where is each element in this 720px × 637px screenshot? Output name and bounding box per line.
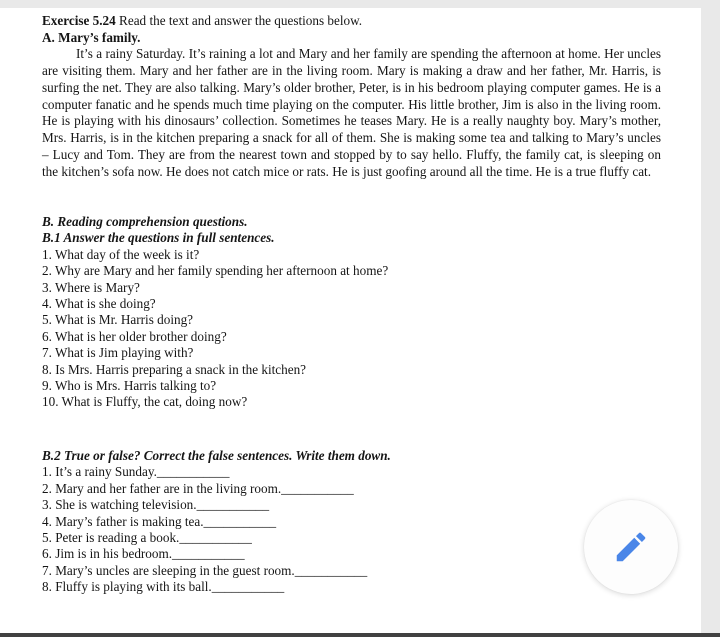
question-line: 10. What is Fluffy, the cat, doing now?: [42, 394, 248, 410]
statement-line: 2. Mary and her father are in the living room.___________: [42, 480, 354, 496]
right-gutter: [701, 0, 720, 637]
question-line: 7. What is Jim playing with?: [42, 345, 194, 361]
section-b2-title: B.2 True or false? Correct the false sentences. Write them down.: [42, 447, 391, 463]
statement-line: 5. Peter is reading a book.___________: [42, 530, 252, 546]
question-line: 5. What is Mr. Harris doing?: [42, 312, 194, 328]
section-a-title: A. Mary’s family.: [42, 29, 141, 45]
exercise-header: [42, 13, 661, 30]
statement-line: 4. Mary’s father is making tea.___________: [42, 513, 277, 529]
question-line: 3. Where is Mary?: [42, 279, 140, 295]
statement-line: 6. Jim is in his bedroom.___________: [42, 546, 245, 562]
statement-line: 8. Fluffy is playing with its ball.___________: [42, 579, 285, 595]
exercise-number: Exercise 5.24: [42, 13, 116, 28]
question-line: 8. Is Mrs. Harris preparing a snack in the kitchen?: [42, 361, 307, 377]
exercise-instruction: Read the text and answer the questions below.: [115, 13, 363, 28]
section-b1-title: B.1 Answer the questions in full sentences.: [42, 230, 275, 246]
question-line: 1. What day of the week is it?: [42, 246, 200, 262]
pencil-icon: [612, 528, 650, 566]
b1-question-list: [42, 247, 661, 411]
section-b-title: B. Reading comprehension questions.: [42, 213, 248, 229]
question-line: 9. Who is Mrs. Harris talking to?: [42, 378, 217, 393]
statement-line: 1. It’s a rainy Sunday.___________: [42, 464, 230, 480]
edit-fab-button[interactable]: [584, 500, 678, 594]
question-line: 6. What is her older brother doing?: [42, 328, 227, 344]
window-bottom-edge: [0, 633, 720, 637]
statement-line: 7. Mary’s uncles are sleeping in the guest room.___________: [42, 562, 368, 578]
statement-line: 3. She is watching television.___________: [42, 497, 270, 513]
reading-text: It’s a rainy Saturday. It’s raining a lot and Mary and her family are spending the afternoon at home. Her uncles are visiting them. Mary and her father are in the living room. Mary is making a draw and her father, Mr. Harris, is surfing the net. They are also talking. Mary’s older brother, Peter, is in his bedroom playing computer games. He is a computer fanatic and he spends much time playing on the computer. His little brother, Jim is also in the living room. He is playing with his dinosaurs’ collection. Sometimes he teases Mary. He is a really naughty boy. Mary’s mother, Mrs. Harris, is in the kitchen preparing a snack for all of them. She is making some tea and talking to Mary’s uncles – Lucy and Tom. They are from the nearest town and stopped by to say hello. Fluffy, the family cat, is sleeping on the kitchen’s sofa now. He does not catch mice or rats. He is just goofing around all the time. He is a true fluffy cat.: [42, 46, 661, 179]
b2-statement-list: [42, 464, 661, 595]
question-line: 2. Why are Mary and her family spending her afternoon at home?: [42, 263, 389, 279]
question-line: 4. What is she doing?: [42, 295, 156, 311]
